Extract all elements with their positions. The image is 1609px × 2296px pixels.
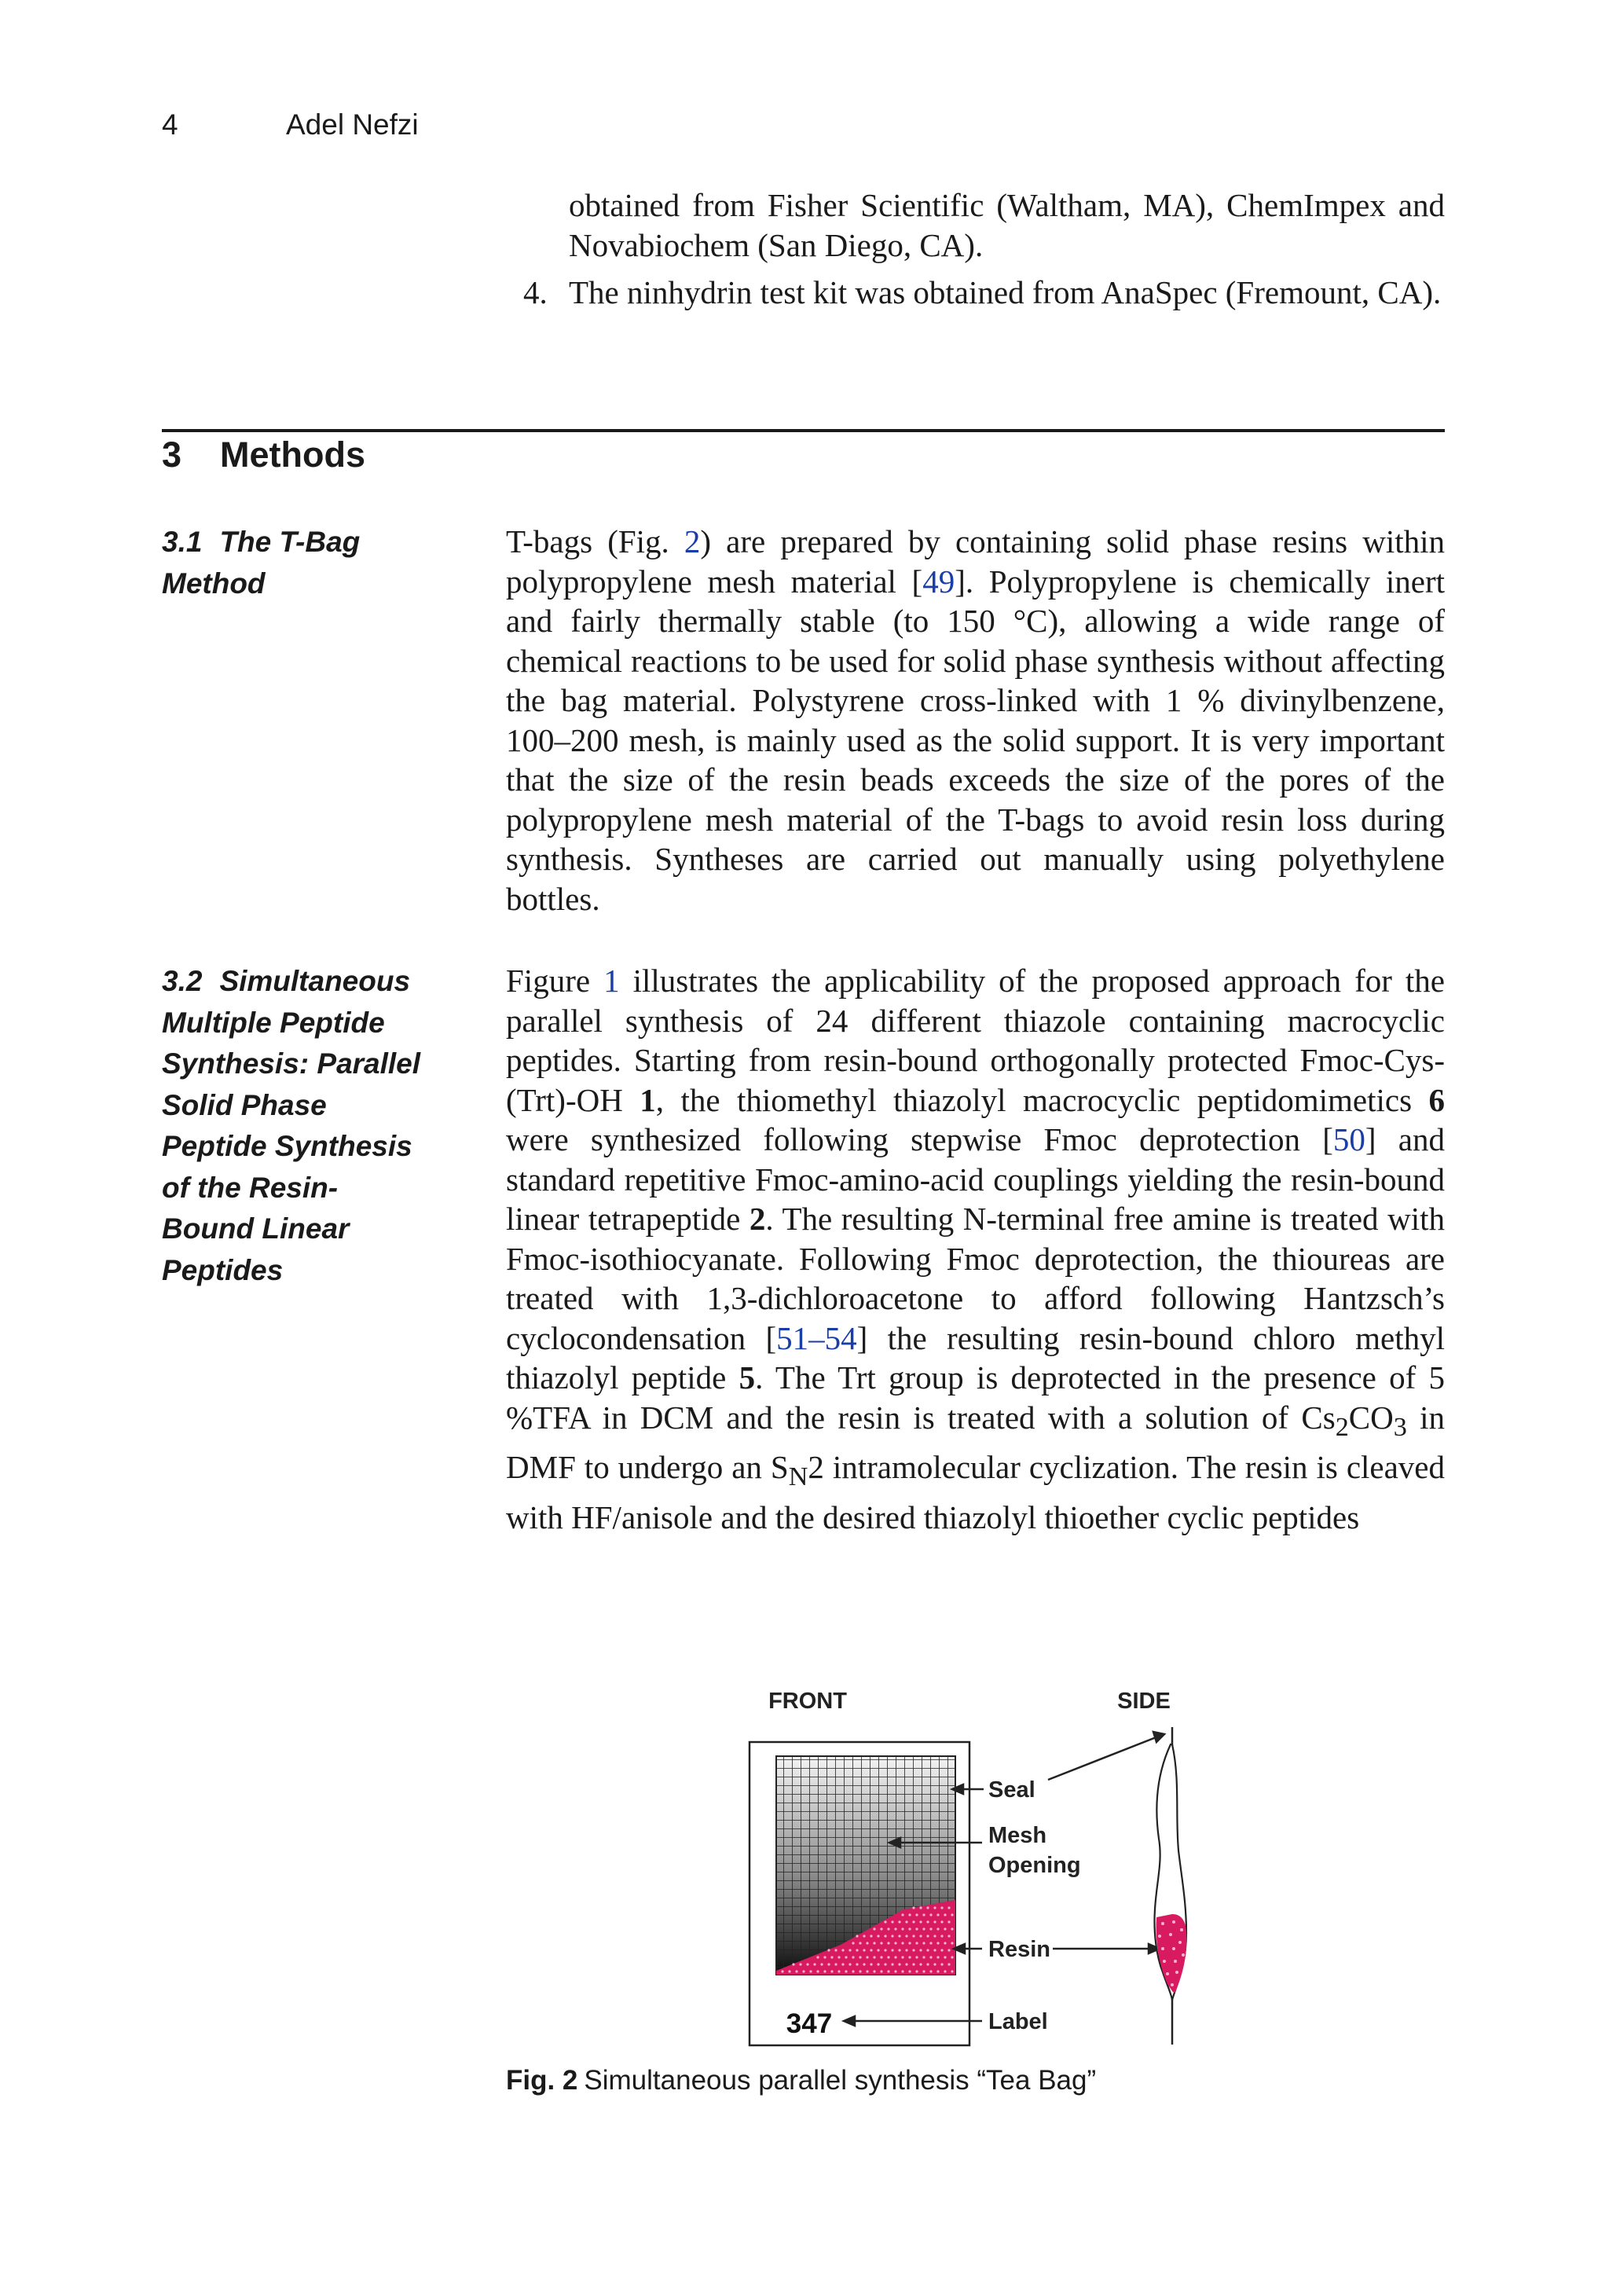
resin-bead: [933, 1963, 936, 1965]
tea-bag-diagram: [723, 1682, 1226, 2052]
text-run: CO: [1348, 1399, 1394, 1436]
mesh-label-line1: Mesh: [988, 1823, 1047, 1848]
resin-bead: [915, 1913, 918, 1916]
resin-bead: [944, 1927, 946, 1930]
resin-bead: [887, 1927, 889, 1930]
resin-bead: [908, 1913, 911, 1916]
resin-bead: [873, 1970, 875, 1972]
resin-bead: [837, 1956, 840, 1958]
resin-bead: [944, 1942, 946, 1944]
resin-bead: [880, 1927, 882, 1930]
subsection-title: The T-Bag Method: [162, 526, 361, 600]
resin-bead: [856, 1949, 858, 1951]
section-title: Methods: [220, 435, 365, 475]
resin-bead: [940, 1920, 943, 1923]
resin-bead: [887, 1970, 889, 1972]
compound-number: 1: [640, 1081, 656, 1118]
resin-bead: [947, 1963, 950, 1965]
text-run: were synthesized following stepwise Fmoc deprotection [: [506, 1121, 1333, 1157]
resin-bead: [936, 1942, 939, 1944]
text-run: , the thiomethyl thiazolyl macrocyclic peptidomimetics: [655, 1081, 1429, 1118]
resin-bead: [870, 1935, 872, 1937]
resin-bead: [866, 1970, 868, 1972]
resin-bead: [813, 1963, 815, 1965]
resin-bead: [891, 1935, 893, 1937]
subsection-heading-3-2: [162, 961, 421, 1291]
resin-bead: [922, 1913, 925, 1916]
citation-link[interactable]: 54: [824, 1319, 857, 1356]
resin-bead: [816, 1970, 819, 1972]
resin-bead: [908, 1942, 911, 1944]
resin-bead: [951, 1913, 953, 1916]
resin-bead: [908, 1927, 911, 1930]
resin-bead: [856, 1935, 858, 1937]
resin-bead: [926, 1963, 929, 1965]
figure-link[interactable]: 1: [603, 963, 620, 999]
resin-bead: [929, 1956, 932, 1958]
compound-number: 2: [749, 1201, 766, 1237]
page-number: 4: [162, 108, 178, 141]
resin-bead: [1166, 1972, 1169, 1975]
resin-bead: [929, 1913, 932, 1916]
seal-side-arrow: [1048, 1737, 1158, 1780]
resin-bead: [936, 1927, 939, 1930]
resin-bead: [816, 1956, 819, 1958]
resin-bead: [1161, 1947, 1164, 1950]
resin-bead: [852, 1942, 854, 1944]
resin-bead: [877, 1935, 879, 1937]
resin-bead: [873, 1956, 875, 1958]
resin-bead: [940, 1963, 943, 1965]
resin-bead: [891, 1949, 893, 1951]
resin-bead: [877, 1963, 879, 1965]
figure-caption: [506, 2065, 1096, 2096]
mesh-label-line2: Opening: [988, 1853, 1081, 1878]
section-heading: [162, 435, 365, 475]
resin-bead: [919, 1935, 922, 1937]
resin-bead: [887, 1956, 889, 1958]
figure-tea-bag: [723, 1682, 1226, 2052]
resin-bead: [908, 1956, 911, 1958]
resin-bead: [898, 1963, 900, 1965]
resin-bead: [912, 1906, 914, 1909]
resin-bead: [933, 1949, 936, 1951]
resin-bead: [905, 1935, 907, 1937]
bag-number: 347: [786, 2008, 833, 2039]
materials-item-3-continuation: obtained from Fisher Scientific (Waltham, MA), ChemImpex and Novabiochem (San Diego, CA).: [569, 187, 1445, 263]
subsection-number: 3.2: [162, 965, 203, 997]
resin-bead: [792, 1963, 794, 1965]
resin-bead: [852, 1970, 854, 1972]
resin-bead: [859, 1956, 861, 1958]
resin-bead: [898, 1935, 900, 1937]
resin-bead: [929, 1927, 932, 1930]
figure-link[interactable]: 2: [684, 523, 701, 559]
resin-bead: [1180, 1928, 1183, 1931]
resin-bead: [894, 1942, 896, 1944]
resin-bead: [951, 1956, 953, 1958]
citation-link[interactable]: 51: [776, 1319, 809, 1356]
front-label: FRONT: [768, 1689, 847, 1714]
subsection-heading-3-1: [162, 522, 421, 604]
citation-link[interactable]: 49: [922, 563, 955, 600]
resin-bead: [940, 1906, 943, 1909]
materials-item-4: [523, 273, 1445, 313]
resin-bead: [1174, 1960, 1177, 1963]
list-item-text: The ninhydrin test kit was obtained from AnaSpec (Fremount, CA).: [569, 274, 1442, 310]
resin-bead: [936, 1970, 939, 1972]
text-run: . The Trt group is deprotected in the presence of 5 %TFA in DCM and the resin is treated with a solution of Cs: [506, 1359, 1446, 1436]
resin-bead: [834, 1949, 837, 1951]
resin-bead: [905, 1949, 907, 1951]
paragraph-t-bag-method: [506, 522, 1445, 919]
running-head-author: Adel Nefzi: [286, 108, 419, 141]
resin-bead: [873, 1927, 875, 1930]
list-item-number: 4.: [523, 274, 548, 310]
resin-bead: [944, 1913, 946, 1916]
resin-bead: [830, 1970, 833, 1972]
resin-bead: [922, 1942, 925, 1944]
text-run: . The resulting N-terminal free amine is treated with Fmoc-isothiocyanate. Following Fmoc deprotection, the thioureas are treated with 1,3-dichloroacetone to afford following Hantzsch’s cyclocondensation [: [506, 1201, 1445, 1356]
resin-bead: [908, 1970, 911, 1972]
resin-bead: [884, 1949, 886, 1951]
resin-bead: [884, 1935, 886, 1937]
resin-bead: [880, 1956, 882, 1958]
resin-bead: [929, 1942, 932, 1944]
resin-bead: [887, 1942, 889, 1944]
resin-bead: [823, 1970, 826, 1972]
resin-bead: [947, 1920, 950, 1923]
text-run: 2 intramolecular cyclization. The resin is cleaved with HF/anisole and the desired thiazolyl thioether cyclic peptides: [506, 1449, 1445, 1535]
resin-bead: [799, 1963, 801, 1965]
resin-side-fill: [1156, 1914, 1187, 1993]
resin-bead: [1172, 1920, 1175, 1924]
resin-bead: [944, 1970, 946, 1972]
text-run: ) are prepared by containing solid phase resins within polypropylene mesh material [: [506, 523, 1445, 600]
resin-bead: [848, 1963, 851, 1965]
resin-side: [1156, 1914, 1187, 1993]
text-run: ]. Polypropylene is chemically inert and fairly thermally stable (to 150 °C), allowing a wide range of chemical reactions to be used for solid phase synthesis without affecting the bag material. Polystyrene cross-linked with 1 % divinylbenzene, 100–200 mesh, is mainly used as the solid support. It is very important that the size of the resin beads exceeds the size of the pores of the polypropylene mesh material of the T-bags to avoid resin loss during synthesis. Syntheses are carried out manually using polyethylene bottles.: [506, 563, 1446, 917]
compound-number: 5: [739, 1359, 756, 1396]
resin-bead: [863, 1963, 865, 1965]
resin-bead: [912, 1949, 914, 1951]
seal-label: Seal: [988, 1777, 1035, 1803]
resin-bead: [788, 1970, 790, 1972]
resin-bead: [926, 1935, 929, 1937]
resin-bead: [922, 1956, 925, 1958]
subsection-number: 3.1: [162, 526, 203, 558]
resin-bead: [919, 1906, 922, 1909]
resin-bead: [841, 1963, 844, 1965]
resin-bead: [944, 1956, 946, 1958]
resin-bead: [912, 1963, 914, 1965]
resin-bead: [926, 1949, 929, 1951]
text-run: ] and standard repetitive Fmoc-amino-acid couplings yielding the resin-bound linear tetrapeptide: [506, 1121, 1446, 1237]
materials-list: [523, 273, 1445, 313]
resin-bead: [901, 1913, 903, 1916]
resin-bead: [898, 1949, 900, 1951]
resin-bead: [802, 1970, 804, 1972]
resin-bead: [1171, 1983, 1174, 1986]
resin-bead: [891, 1963, 893, 1965]
citation-dash: –: [808, 1319, 825, 1356]
resin-bead: [884, 1963, 886, 1965]
resin-bead: [936, 1956, 939, 1958]
resin-bead: [915, 1970, 918, 1972]
compound-number: 6: [1428, 1081, 1446, 1118]
resin-bead: [827, 1963, 830, 1965]
resin-bead: [894, 1927, 896, 1930]
paragraph-parallel-synthesis: [506, 961, 1445, 1537]
resin-bead: [915, 1942, 918, 1944]
resin-bead: [880, 1970, 882, 1972]
resin-bead: [1175, 1971, 1178, 1974]
resin-bead: [870, 1949, 872, 1951]
resin-bead: [859, 1970, 861, 1972]
citation-link[interactable]: 50: [1332, 1121, 1365, 1157]
resin-bead: [905, 1963, 907, 1965]
figure-caption-text: Simultaneous parallel synthesis “Tea Bag”: [584, 2065, 1097, 2096]
resin-bead: [837, 1970, 840, 1972]
label-label: Label: [988, 2009, 1048, 2034]
resin-bead: [936, 1913, 939, 1916]
resin-bead: [830, 1956, 833, 1958]
resin-bead: [901, 1956, 903, 1958]
text-run: in DMF to undergo an S: [506, 1399, 1445, 1486]
resin-bead: [947, 1935, 950, 1937]
resin-bead: [933, 1906, 936, 1909]
resin-bead: [845, 1956, 847, 1958]
text-run: T-bags (Fig.: [506, 523, 684, 559]
resin-bead: [894, 1970, 896, 1972]
seal-side-arrowhead: [1153, 1732, 1164, 1742]
resin-bead: [827, 1949, 830, 1951]
resin-bead: [834, 1963, 837, 1965]
resin-bead: [901, 1927, 903, 1930]
figure-label: Fig. 2: [506, 2065, 578, 2096]
resin-bead: [912, 1935, 914, 1937]
resin-bead: [901, 1970, 903, 1972]
resin-bead: [859, 1942, 861, 1944]
resin-bead: [841, 1949, 844, 1951]
resin-bead: [863, 1935, 865, 1937]
resin-bead: [919, 1920, 922, 1923]
resin-bead: [926, 1920, 929, 1923]
resin-bead: [951, 1970, 953, 1972]
resin-bead: [905, 1920, 907, 1923]
resin-bead: [919, 1963, 922, 1965]
resin-bead: [866, 1956, 868, 1958]
resin-bead: [1178, 1941, 1182, 1944]
resin-bead: [845, 1970, 847, 1972]
resin-bead: [884, 1920, 886, 1923]
resin-bead: [866, 1942, 868, 1944]
resin-bead: [852, 1956, 854, 1958]
resin-bead: [1182, 1953, 1185, 1957]
resin-bead: [880, 1942, 882, 1944]
resin-bead: [922, 1927, 925, 1930]
resin-bead: [1169, 1933, 1172, 1936]
resin-bead: [823, 1956, 826, 1958]
resin-bead: [877, 1949, 879, 1951]
resin-bead: [915, 1927, 918, 1930]
subscript: N: [788, 1462, 808, 1492]
label-arrowhead: [844, 2016, 855, 2026]
resin-bead: [1163, 1960, 1166, 1963]
running-head: [162, 108, 419, 141]
resin-bead: [891, 1920, 893, 1923]
section-rule: [162, 429, 1445, 432]
resin-bead: [940, 1949, 943, 1951]
resin-label: Resin: [988, 1937, 1050, 1962]
resin-bead: [929, 1970, 932, 1972]
section-number: 3: [162, 435, 182, 475]
resin-bead: [863, 1949, 865, 1951]
text-run: Figure: [506, 963, 604, 999]
resin-bead: [1172, 1947, 1175, 1950]
resin-bead: [912, 1920, 914, 1923]
resin-bead: [848, 1949, 851, 1951]
resin-bead: [951, 1927, 953, 1930]
subscript: 3: [1393, 1412, 1407, 1442]
subsection-title: Simultaneous Multiple Peptide Synthesis: Parallel Solid Phase Peptide Synthesis of the Resin-Bound Linear Peptides: [162, 965, 421, 1286]
resin-bead: [806, 1963, 808, 1965]
resin-bead: [933, 1920, 936, 1923]
resin-bead: [809, 1970, 812, 1972]
resin-bead: [820, 1963, 823, 1965]
text-run: ] the resulting resin-bound chloro methyl thiazolyl peptide: [506, 1319, 1446, 1396]
resin-bead: [856, 1963, 858, 1965]
resin-bead: [922, 1970, 925, 1972]
resin-bead: [947, 1906, 950, 1909]
subscript: 2: [1335, 1412, 1349, 1442]
resin-bead: [926, 1906, 929, 1909]
resin-bead: [898, 1920, 900, 1923]
resin-bead: [919, 1949, 922, 1951]
resin-bead: [873, 1942, 875, 1944]
resin-bead: [781, 1970, 783, 1972]
resin-bead: [947, 1949, 950, 1951]
resin-bead: [894, 1956, 896, 1958]
resin-bead: [940, 1935, 943, 1937]
resin-bead: [901, 1942, 903, 1944]
resin-bead: [870, 1963, 872, 1965]
resin-bead: [915, 1956, 918, 1958]
text-run: illustrates the applicability of the proposed approach for the parallel synthesis of 24 different thiazole containing macrocyclic peptides. Starting from resin-bound orthogonally protected Fmoc-Cys-(Trt)-OH: [506, 963, 1445, 1118]
resin-bead: [933, 1935, 936, 1937]
resin-bead: [795, 1970, 797, 1972]
resin-bead: [1158, 1935, 1161, 1938]
resin-bead: [1161, 1922, 1164, 1925]
resin-bead: [951, 1942, 953, 1944]
materials-list-continuation: [523, 185, 1445, 313]
side-label: SIDE: [1117, 1689, 1171, 1714]
